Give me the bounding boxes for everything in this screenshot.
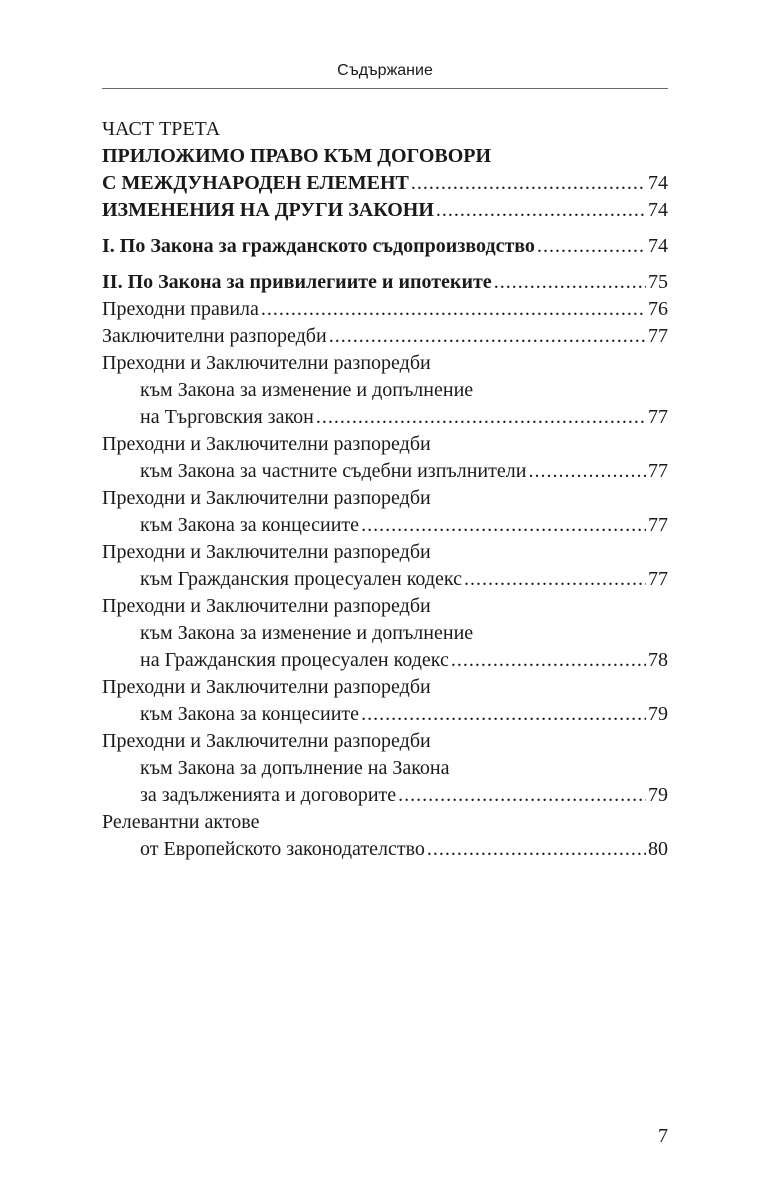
leader-dots (329, 323, 646, 350)
toc-entry-7-line3[interactable] (102, 782, 668, 809)
toc-entry-1-line3[interactable] (102, 404, 668, 431)
toc-entry-2-line2[interactable] (102, 458, 668, 485)
toc-text: на Гражданския процесуален кодекс (140, 649, 449, 671)
toc-text: I. По Закона за гражданското съдопроизводство (102, 235, 535, 257)
leader-dots (316, 404, 646, 431)
toc-entry-1-line2 (102, 377, 668, 404)
leader-dots (427, 836, 646, 863)
toc-entry-1-line1 (102, 350, 668, 377)
toc-text: II. По Закона за привилегиите и ипотеките (102, 271, 492, 293)
leader-dots (451, 647, 646, 674)
leader-dots (528, 458, 646, 485)
toc-text: Преходни и Заключителни разпоредби (102, 730, 431, 752)
toc-text: Преходни и Заключителни разпоредби (102, 676, 431, 698)
toc-page-number: 77 (648, 568, 668, 590)
toc-entry-5-line1 (102, 593, 668, 620)
leader-dots (361, 701, 646, 728)
toc-entry-6-line1 (102, 674, 668, 701)
toc-page-number: 79 (648, 703, 668, 725)
toc-text: ЧАСТ ТРЕТА (102, 118, 221, 140)
toc-text: към Закона за концесиите (140, 514, 360, 536)
toc-entry-8-line1 (102, 809, 668, 836)
toc-page-number: 78 (648, 649, 668, 671)
leader-dots (398, 782, 646, 809)
page-number: 7 (658, 1125, 668, 1147)
toc-page-number: 74 (648, 199, 668, 221)
toc-transitional-rules[interactable] (102, 296, 668, 323)
toc-entry-6-line2[interactable] (102, 701, 668, 728)
spacer (102, 260, 668, 269)
toc-final-provisions[interactable] (102, 323, 668, 350)
toc-page-number: 74 (648, 172, 668, 194)
toc-text: Преходни и Заключителни разпоредби (102, 541, 431, 563)
toc-text: Релевантни актове (102, 811, 260, 833)
toc-text: към Гражданския процесуален кодекс (140, 568, 462, 590)
toc-text: Преходни и Заключителни разпоредби (102, 352, 431, 374)
toc-text: към Закона за концесиите (140, 703, 360, 725)
toc-page-number: 80 (648, 838, 668, 860)
toc-page-number: 77 (648, 514, 668, 536)
leader-dots (361, 512, 646, 539)
leader-dots (411, 170, 646, 197)
toc-text: ПРИЛОЖИМО ПРАВО КЪМ ДОГОВОРИ (102, 145, 492, 167)
toc-part-title-line2[interactable] (102, 170, 668, 197)
toc-entry-8-line2[interactable] (102, 836, 668, 863)
toc-page-number: 76 (648, 298, 668, 320)
toc-part-label (102, 116, 668, 143)
toc-entry-3-line2[interactable] (102, 512, 668, 539)
toc-text: към Закона за частните съдебни изпълнители (140, 460, 527, 482)
toc-text: към Закона за изменение и допълнение (140, 622, 474, 644)
toc-page-number: 77 (648, 325, 668, 347)
leader-dots (261, 296, 646, 323)
toc-entry-5-line2 (102, 620, 668, 647)
toc-text: към Закона за изменение и допълнение (140, 379, 474, 401)
header-title: Съдържание (337, 62, 433, 79)
toc-page-number: 77 (648, 406, 668, 428)
toc-entry-2-line1 (102, 431, 668, 458)
toc-text: Преходни и Заключителни разпоредби (102, 433, 431, 455)
toc-entry-3-line1 (102, 485, 668, 512)
spacer (102, 224, 668, 233)
toc-page-number: 77 (648, 460, 668, 482)
toc-page-number: 74 (648, 235, 668, 257)
toc-section-2[interactable] (102, 269, 668, 296)
toc-entry-7-line1 (102, 728, 668, 755)
toc-text: за задълженията и договорите (140, 784, 397, 806)
toc-amendments[interactable] (102, 197, 668, 224)
toc-text: С МЕЖДУНАРОДЕН ЕЛЕМЕНТ (102, 172, 409, 194)
toc-entry-7-line2 (102, 755, 668, 782)
toc-entry-5-line3[interactable] (102, 647, 668, 674)
leader-dots (436, 197, 646, 224)
leader-dots (494, 269, 646, 296)
toc-entry-4-line2[interactable] (102, 566, 668, 593)
toc-text: на Търговския закон (140, 406, 314, 428)
toc-text: Преходни и Заключителни разпоредби (102, 487, 431, 509)
toc-text: Преходни и Заключителни разпоредби (102, 595, 431, 617)
toc-text: ИЗМЕНЕНИЯ НА ДРУГИ ЗАКОНИ (102, 199, 434, 221)
toc-page-number: 79 (648, 784, 668, 806)
toc-page-number: 75 (648, 271, 668, 293)
toc-text: Заключителни разпоредби (102, 325, 327, 347)
running-header (102, 62, 668, 89)
toc-entry-4-line1 (102, 539, 668, 566)
table-of-contents (102, 116, 668, 863)
toc-section-1[interactable] (102, 233, 668, 260)
leader-dots (464, 566, 646, 593)
leader-dots (537, 233, 646, 260)
toc-text: Преходни правила (102, 298, 259, 320)
toc-text: от Европейското законодателство (140, 838, 425, 860)
toc-part-title-line1 (102, 143, 668, 170)
toc-text: към Закона за допълнение на Закона (140, 757, 450, 779)
